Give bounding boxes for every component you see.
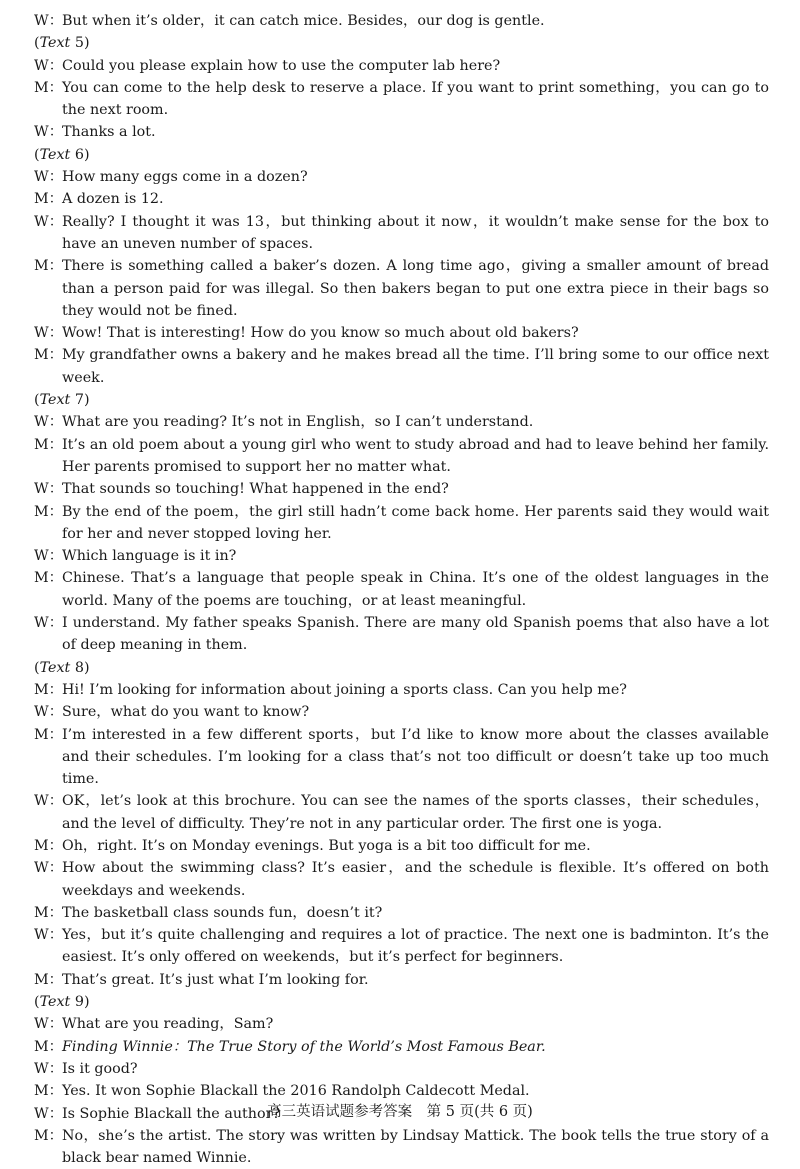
speaker-label: M： <box>34 1127 63 1144</box>
dialogue-line <box>34 121 769 143</box>
speaker-label: W： <box>34 1060 63 1077</box>
dialogue-line <box>34 322 769 344</box>
utterance-text: Could you please explain how to use the computer lab here? <box>62 57 501 74</box>
dialogue-line <box>34 1058 769 1080</box>
dialogue-line <box>34 344 769 389</box>
utterance-text: Is Sophie Blackall the author? <box>62 1105 281 1122</box>
dialogue-line <box>34 166 769 188</box>
utterance-text: No，she’s the artist. The story was written by Lindsay Mattick. The book tells the true story of a black bear named Winnie. <box>62 1127 769 1167</box>
section-number: 5 <box>74 35 84 52</box>
section-number: 9 <box>74 994 84 1011</box>
section-label: Text <box>39 659 71 676</box>
dialogue-line <box>34 567 769 612</box>
utterance-text: That’s great. It’s just what I’m looking for. <box>62 971 369 988</box>
section-number: 7 <box>74 392 84 409</box>
dialogue-line <box>34 1013 769 1035</box>
speaker-label: W： <box>34 57 63 74</box>
text-section-heading: (Text 6) <box>34 146 90 163</box>
dialogue-line <box>34 1125 769 1169</box>
dialogue-line <box>34 77 769 122</box>
dialogue-line <box>34 1036 769 1058</box>
utterance-text: Chinese. That’s a language that people speak in China. It’s one of the oldest languages in the world. Many of the poems are touching，or at least meaningful. <box>62 570 769 609</box>
utterance-text: How many eggs come in a dozen? <box>62 169 308 186</box>
speaker-label: M： <box>34 258 63 275</box>
text-section-heading: (Text 7) <box>34 392 90 409</box>
speaker-label: M： <box>34 1038 63 1055</box>
dialogue-line <box>34 255 769 322</box>
utterance-text: I’m interested in a few different sports，but I’d like to know more about the classes available and their schedules. I’m looking for a class that’s not too difficult or doesn’t take up too much time. <box>62 726 769 788</box>
section-label: Text <box>39 35 71 52</box>
speaker-label: W： <box>34 325 63 342</box>
utterance-text: It’s an old poem about a young girl who went to study abroad and had to leave behind her family. Her parents promised to support her no matter what. <box>62 436 769 475</box>
dialogue-line <box>34 545 769 567</box>
speaker-label: M： <box>34 570 63 587</box>
dialogue-line <box>34 10 769 32</box>
dialogue-line <box>34 790 769 835</box>
speaker-label: W： <box>34 615 63 632</box>
section-label: Text <box>39 994 71 1011</box>
section-label: Text <box>39 392 71 409</box>
dialogue-line <box>34 724 769 791</box>
dialogue-transcript <box>34 10 769 1169</box>
dialogue-line <box>34 411 769 433</box>
section-label: Text <box>39 146 71 163</box>
utterance-text: Yes. It won Sophie Blackall the 2016 Randolph Caldecott Medal. <box>62 1083 530 1100</box>
speaker-label: W： <box>34 414 63 431</box>
dialogue-line <box>34 679 769 701</box>
utterance-text: A dozen is 12. <box>62 191 164 208</box>
utterance-text: What are you reading? It’s not in English，so I can’t understand. <box>62 414 534 431</box>
utterance-text: How about the swimming class? It’s easier，and the schedule is flexible. It’s offered on both weekdays and weekends. <box>62 860 769 899</box>
utterance-text: You can come to the help desk to reserve a place. If you want to print something，you can go to the next room. <box>62 79 769 119</box>
speaker-label: W： <box>34 548 63 565</box>
speaker-label: M： <box>34 436 63 453</box>
dialogue-line <box>34 835 769 857</box>
dialogue-line <box>34 924 769 969</box>
speaker-label: M： <box>34 971 63 988</box>
speaker-label: M： <box>34 904 63 921</box>
utterance-text: But when it’s older，it can catch mice. Besides，our dog is gentle. <box>62 13 545 29</box>
dialogue-line <box>34 1080 769 1102</box>
dialogue-line <box>34 969 769 991</box>
speaker-label: W： <box>34 169 63 186</box>
text-section-heading: (Text 5) <box>34 35 90 52</box>
speaker-label: M： <box>34 503 63 520</box>
dialogue-line <box>34 55 769 77</box>
speaker-label: W： <box>34 213 63 230</box>
dialogue-line <box>34 612 769 657</box>
speaker-label: W： <box>34 927 63 944</box>
dialogue-line <box>34 211 769 256</box>
utterance-text: OK，let’s look at this brochure. You can see the names of the sports classes，their schedules，and the level of difficulty. They’re not in any particular order. The first one is yoga. <box>62 793 769 832</box>
section-number: 8 <box>74 659 84 676</box>
dialogue-line <box>34 857 769 902</box>
speaker-label: M： <box>34 726 63 743</box>
dialogue-line <box>34 902 769 924</box>
utterance-text: What are you reading，Sam? <box>62 1016 274 1033</box>
speaker-label: W： <box>34 793 63 810</box>
utterance-text: That sounds so touching! What happened in the end? <box>62 481 449 498</box>
utterance-text: Sure，what do you want to know? <box>62 704 310 721</box>
speaker-label: W： <box>34 1105 63 1122</box>
utterance-text: Wow! That is interesting! How do you know so much about old bakers? <box>62 325 579 342</box>
speaker-label: M： <box>34 837 63 854</box>
dialogue-line <box>34 701 769 723</box>
utterance-text: Hi! I’m looking for information about joining a sports class. Can you help me? <box>62 681 627 698</box>
speaker-label: M： <box>34 681 63 698</box>
utterance-text: I understand. My father speaks Spanish. There are many old Spanish poems that also have a lot of deep meaning in them. <box>62 615 769 654</box>
text-section-heading: (Text 9) <box>34 994 90 1011</box>
speaker-label: M： <box>34 1083 63 1100</box>
speaker-label: W： <box>34 13 63 29</box>
utterance-text: There is something called a baker’s dozen. A long time ago，giving a smaller amount of bread than a person paid for was illegal. So then bakers began to put one extra piece in their bags so they would not be fined. <box>62 258 769 319</box>
utterance-text: The basketball class sounds fun，doesn’t it? <box>62 904 383 921</box>
speaker-label: W： <box>34 124 63 141</box>
utterance-text: By the end of the poem，the girl still hadn’t come back home. Her parents said they would wait for her and never stopped loving her. <box>62 503 769 542</box>
speaker-label: W： <box>34 704 63 721</box>
utterance-text: Which language is it in? <box>62 548 237 565</box>
speaker-label: M： <box>34 79 63 96</box>
speaker-label: M： <box>34 191 63 208</box>
page-footer: 高三英语试题参考答案 第 5 页(共 6 页) <box>267 1104 533 1120</box>
dialogue-line <box>34 501 769 546</box>
utterance-text: Thanks a lot. <box>62 124 156 141</box>
utterance-text: Really? I thought it was 13，but thinking about it now，it wouldn’t make sense for the box to have an uneven number of spaces. <box>62 213 769 252</box>
utterance-text: Oh，right. It’s on Monday evenings. But yoga is a bit too difficult for me. <box>62 837 591 854</box>
speaker-label: W： <box>34 481 63 498</box>
utterance-text: Finding Winnie：The True Story of the World’s Most Famous Bear. <box>62 1038 546 1055</box>
speaker-label: W： <box>34 860 63 877</box>
dialogue-line <box>34 434 769 479</box>
utterance-text: Yes，but it’s quite challenging and requires a lot of practice. The next one is badminton. It’s the easiest. It’s only offered on weekends，but it’s perfect for beginners. <box>62 927 769 966</box>
section-number: 6 <box>74 146 84 163</box>
utterance-text: Is it good? <box>62 1060 138 1077</box>
dialogue-line <box>34 188 769 210</box>
speaker-label: W： <box>34 1016 63 1033</box>
text-section-heading: (Text 8) <box>34 659 90 676</box>
speaker-label: M： <box>34 347 63 364</box>
utterance-text: My grandfather owns a bakery and he makes bread all the time. I’ll bring some to our office next week. <box>62 347 769 386</box>
dialogue-line <box>34 478 769 500</box>
